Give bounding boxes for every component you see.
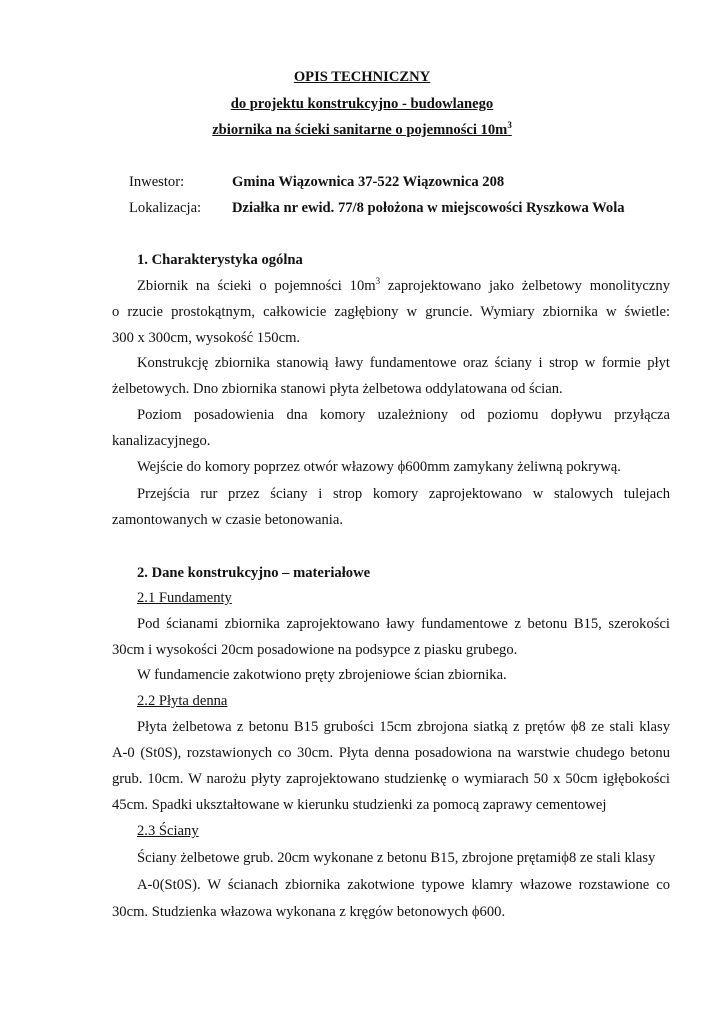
p1-line1-part-b: zaprojektowano jako żelbetowy monolityczny	[380, 278, 670, 294]
section-2-1-paragraph-2-line-1: W fundamencie zakotwiono pręty zbrojeniowe ścian zbiornika.	[137, 667, 507, 683]
p1-line1-sup: 3	[375, 276, 381, 287]
section-2-2-line-3: grub. 10cm. W narożu płyty zaprojektowano studzienkę o wymiarach 50 x 50cm igłębokości	[112, 771, 670, 787]
section-2-1-heading: 2.1 Fundamenty	[137, 590, 232, 606]
section-1-paragraph-1-line-3: 300 x 300cm, wysokość 150cm.	[112, 330, 301, 346]
section-1-paragraph-2-line-1: Konstrukcję zbiornika stanowią ławy fundamentowe oraz ściany i strop w formie płyt	[137, 355, 670, 371]
section-2-2-line-4: 45cm. Spadki ukształtowane w kierunku studzienki za pomocą zaprawy cementowej	[112, 797, 607, 813]
section-2-3-line-3: 30cm. Studzienka włazowa wykonana z kręgów betonowych ϕ600.	[112, 904, 506, 920]
location-value: Działka nr ewid. 77/8 położona w miejscowości Ryszkowa Wola	[232, 200, 625, 216]
section-2-2-line-2: A-0 (St0S), rozstawionych co 30cm. Płyta denna posadowiona na warstwie chudego betonu	[112, 745, 670, 761]
p1-line1-part-a: Zbiornik na ścieki o pojemności 10m	[137, 278, 376, 294]
section-2-heading: 2. Dane konstrukcyjno – materiałowe	[137, 565, 371, 581]
section-2-3-line-1: Ściany żelbetowe grub. 20cm wykonane z betonu B15, zbrojone prętamiϕ8 ze stali klasy	[137, 850, 656, 866]
document-subtitle-1: do projektu konstrukcyjno - budowlanego	[230, 96, 494, 112]
subtitle-2-text: zbiornika na ścieki sanitarne o pojemności 10m	[212, 122, 508, 138]
section-2-1-paragraph-1-line-1: Pod ścianami zbiornika zaprojektowano ławy fundamentowe z betonu B15, szerokości	[137, 616, 670, 632]
document-subtitle-2	[0, 121, 724, 139]
location-label: Lokalizacja:	[129, 200, 202, 216]
investor-label: Inwestor:	[129, 174, 185, 190]
section-1-paragraph-3-line-1: Poziom posadowienia dna komory uzależniony od poziomu dopływu przyłącza	[137, 407, 670, 423]
section-2-3-heading: 2.3 Ściany	[137, 823, 199, 839]
section-2-2-heading: 2.2 Płyta denna	[137, 693, 228, 709]
section-1-paragraph-3-line-2: kanalizacyjnego.	[112, 433, 211, 449]
section-1-paragraph-1-line-2: o rzucie prostokątnym, całkowicie zagłębiony w gruncie. Wymiary zbiornika w świetle:	[112, 304, 670, 320]
section-1-paragraph-5-line-2: zamontowanych w czasie betonowania.	[112, 512, 343, 528]
section-1-paragraph-1-line-1	[137, 277, 670, 295]
section-2-2-line-1: Płyta żelbetowa z betonu B15 grubości 15cm zbrojona siatką z prętów ϕ8 ze stali klasy	[137, 719, 670, 735]
section-2-3-line-2: A-0(St0S). W ścianach zbiornika zakotwione typowe klamry włazowe rozstawione co	[137, 877, 670, 893]
section-1-paragraph-4-line-1: Wejście do komory poprzez otwór włazowy ϕ600mm zamykany żeliwną pokrywą.	[137, 459, 621, 475]
document-title: OPIS TECHNICZNY	[293, 69, 431, 85]
section-1-heading: 1. Charakterystyka ogólna	[137, 252, 303, 268]
subtitle-2-sup: 3	[507, 120, 512, 131]
section-1-paragraph-5-line-1: Przejścia rur przez ściany i strop komory zaprojektowano w stalowych tulejach	[137, 486, 670, 502]
section-1-paragraph-2-line-2: żelbetowych. Dno zbiornika stanowi płyta żelbetowa oddylatowana od ścian.	[112, 381, 563, 397]
section-2-1-paragraph-1-line-2: 30cm i wysokości 20cm posadowione na podsypce z piasku grubego.	[112, 642, 518, 658]
investor-value: Gmina Wiązownica 37-522 Wiązownica 208	[232, 174, 505, 190]
